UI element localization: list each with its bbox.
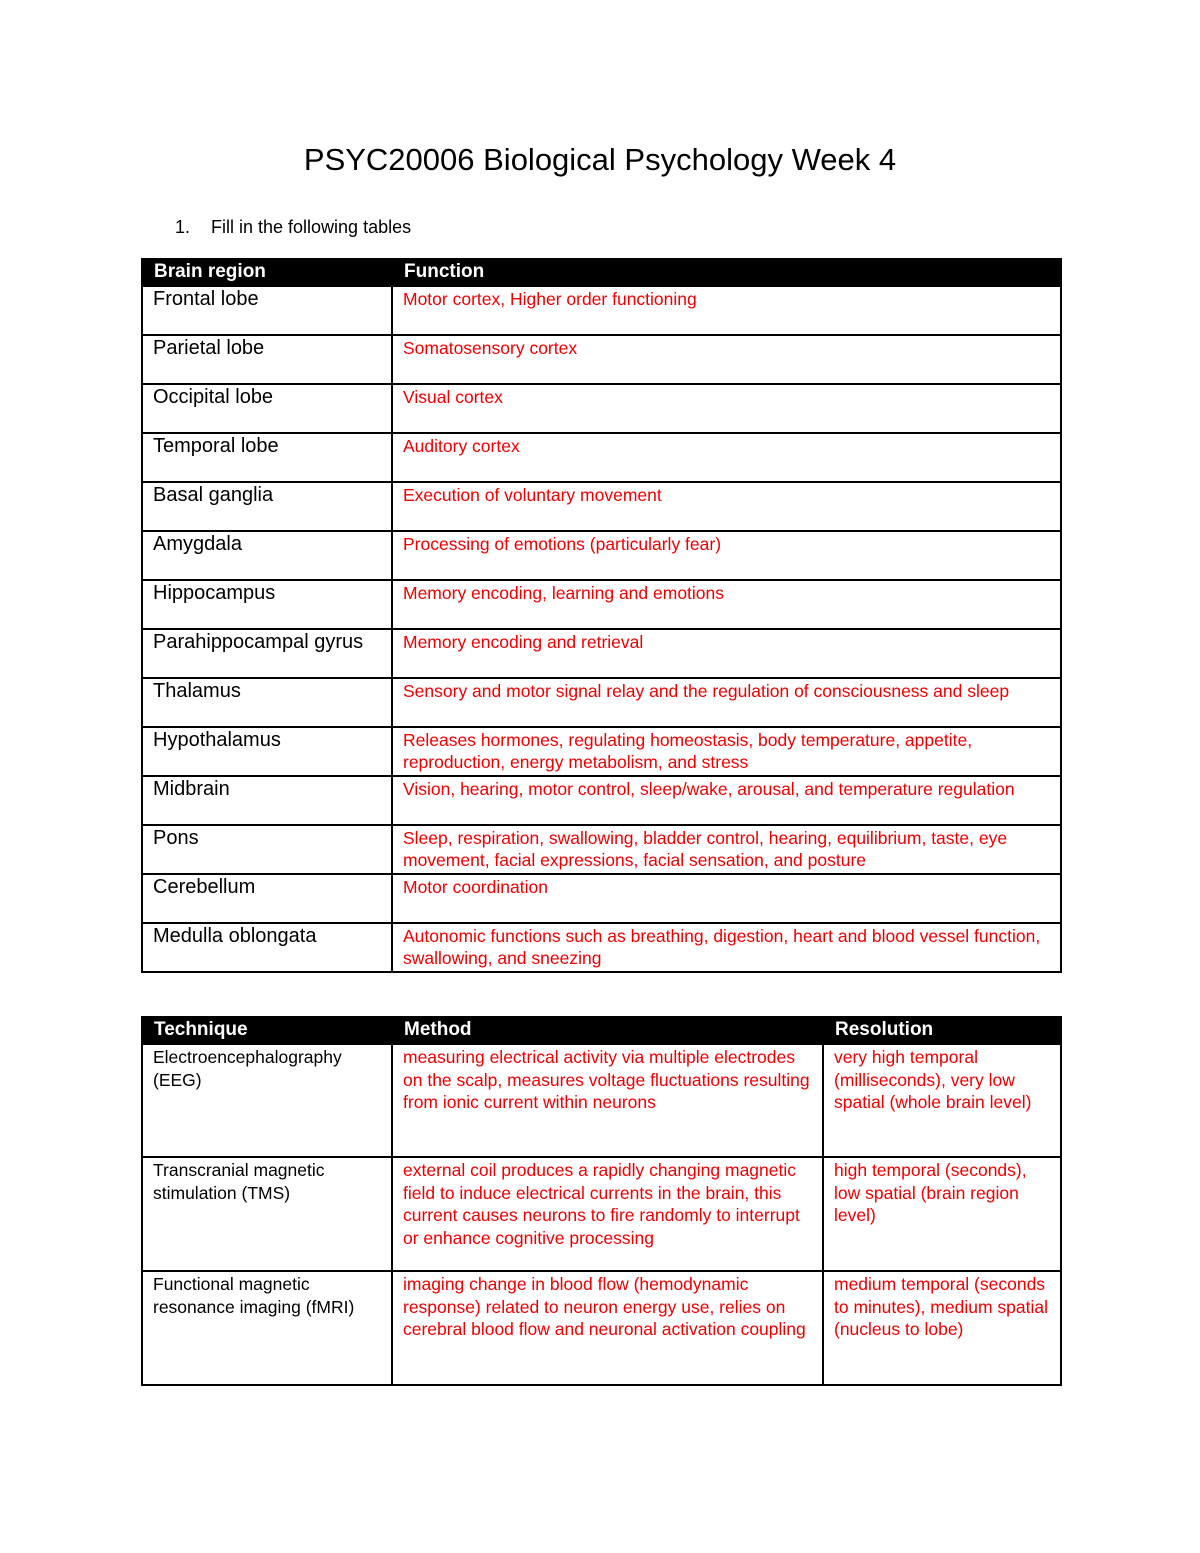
function-cell: Vision, hearing, motor control, sleep/wake, arousal, and temperature regulation [392,776,1061,825]
function-cell: Releases hormones, regulating homeostasis, body temperature, appetite, reproduction, energy metabolism, and stress [392,727,1061,776]
brain-region-cell: Amygdala [142,531,392,580]
technique-table-header-row [142,1016,1061,1044]
table-row [142,384,1061,433]
brain-region-cell: Hippocampus [142,580,392,629]
function-cell: Autonomic functions such as breathing, digestion, heart and blood vessel function, swallowing, and sneezing [392,923,1061,972]
table-row [142,874,1061,923]
method-cell: measuring electrical activity via multiple electrodes on the scalp, measures voltage fluctuations resulting from ionic current within neurons [392,1044,823,1157]
function-cell: Motor cortex, Higher order functioning [392,286,1061,335]
brain-region-cell: Hypothalamus [142,727,392,776]
brain-region-cell: Parietal lobe [142,335,392,384]
table-row [142,825,1061,874]
brain-region-cell: Medulla oblongata [142,923,392,972]
page-title: PSYC20006 Biological Psychology Week 4 [303,142,897,177]
function-cell: Sleep, respiration, swallowing, bladder control, hearing, equilibrium, taste, eye movement, facial expressions, facial sensation, and posture [392,825,1061,874]
brain-table-header-row [142,258,1061,286]
brain-region-cell: Midbrain [142,776,392,825]
resolution-cell: medium temporal (seconds to minutes), medium spatial (nucleus to lobe) [823,1271,1061,1385]
method-cell: external coil produces a rapidly changing magnetic field to induce electrical currents in the brain, this current causes neurons to fire randomly to interrupt or enhance cognitive processing [392,1157,823,1271]
brain-region-cell: Occipital lobe [142,384,392,433]
resolution-cell: high temporal (seconds), low spatial (brain region level) [823,1157,1061,1271]
brain-region-cell: Cerebellum [142,874,392,923]
header-method: Method [392,1016,823,1044]
instruction-text: Fill in the following tables [211,217,412,237]
function-cell: Execution of voluntary movement [392,482,1061,531]
technique-cell: Transcranial magnetic stimulation (TMS) [142,1157,392,1271]
table-row [142,286,1061,335]
technique-cell: Electroencephalography (EEG) [142,1044,392,1157]
header-brain-region: Brain region [142,258,392,286]
brain-region-cell: Thalamus [142,678,392,727]
table-row [142,727,1061,776]
instruction [175,216,411,238]
brain-region-cell: Frontal lobe [142,286,392,335]
instruction-number: 1. [175,217,191,237]
table-row [142,335,1061,384]
brain-region-cell: Parahippocampal gyrus [142,629,392,678]
technique-table [141,1016,1062,1386]
function-cell: Visual cortex [392,384,1061,433]
table-row [142,531,1061,580]
table-row [142,1271,1061,1385]
function-cell: Somatosensory cortex [392,335,1061,384]
table-row [142,776,1061,825]
method-cell: imaging change in blood flow (hemodynamic response) related to neuron energy use, relies on cerebral blood flow and neuronal activation coupling [392,1271,823,1385]
header-function: Function [392,258,1061,286]
header-technique: Technique [142,1016,392,1044]
resolution-cell: very high temporal (milliseconds), very low spatial (whole brain level) [823,1044,1061,1157]
function-cell: Memory encoding and retrieval [392,629,1061,678]
table-row [142,1044,1061,1157]
brain-region-cell: Temporal lobe [142,433,392,482]
table-row [142,433,1061,482]
table-row [142,1157,1061,1271]
table-row [142,482,1061,531]
technique-cell: Functional magnetic resonance imaging (fMRI) [142,1271,392,1385]
table-row [142,629,1061,678]
table-row [142,678,1061,727]
brain-region-cell: Basal ganglia [142,482,392,531]
function-cell: Memory encoding, learning and emotions [392,580,1061,629]
brain-region-cell: Pons [142,825,392,874]
function-cell: Processing of emotions (particularly fear) [392,531,1061,580]
brain-region-table [141,258,1062,973]
function-cell: Auditory cortex [392,433,1061,482]
header-resolution: Resolution [823,1016,1061,1044]
function-cell: Motor coordination [392,874,1061,923]
function-cell: Sensory and motor signal relay and the regulation of consciousness and sleep [392,678,1061,727]
table-row [142,923,1061,972]
table-row [142,580,1061,629]
